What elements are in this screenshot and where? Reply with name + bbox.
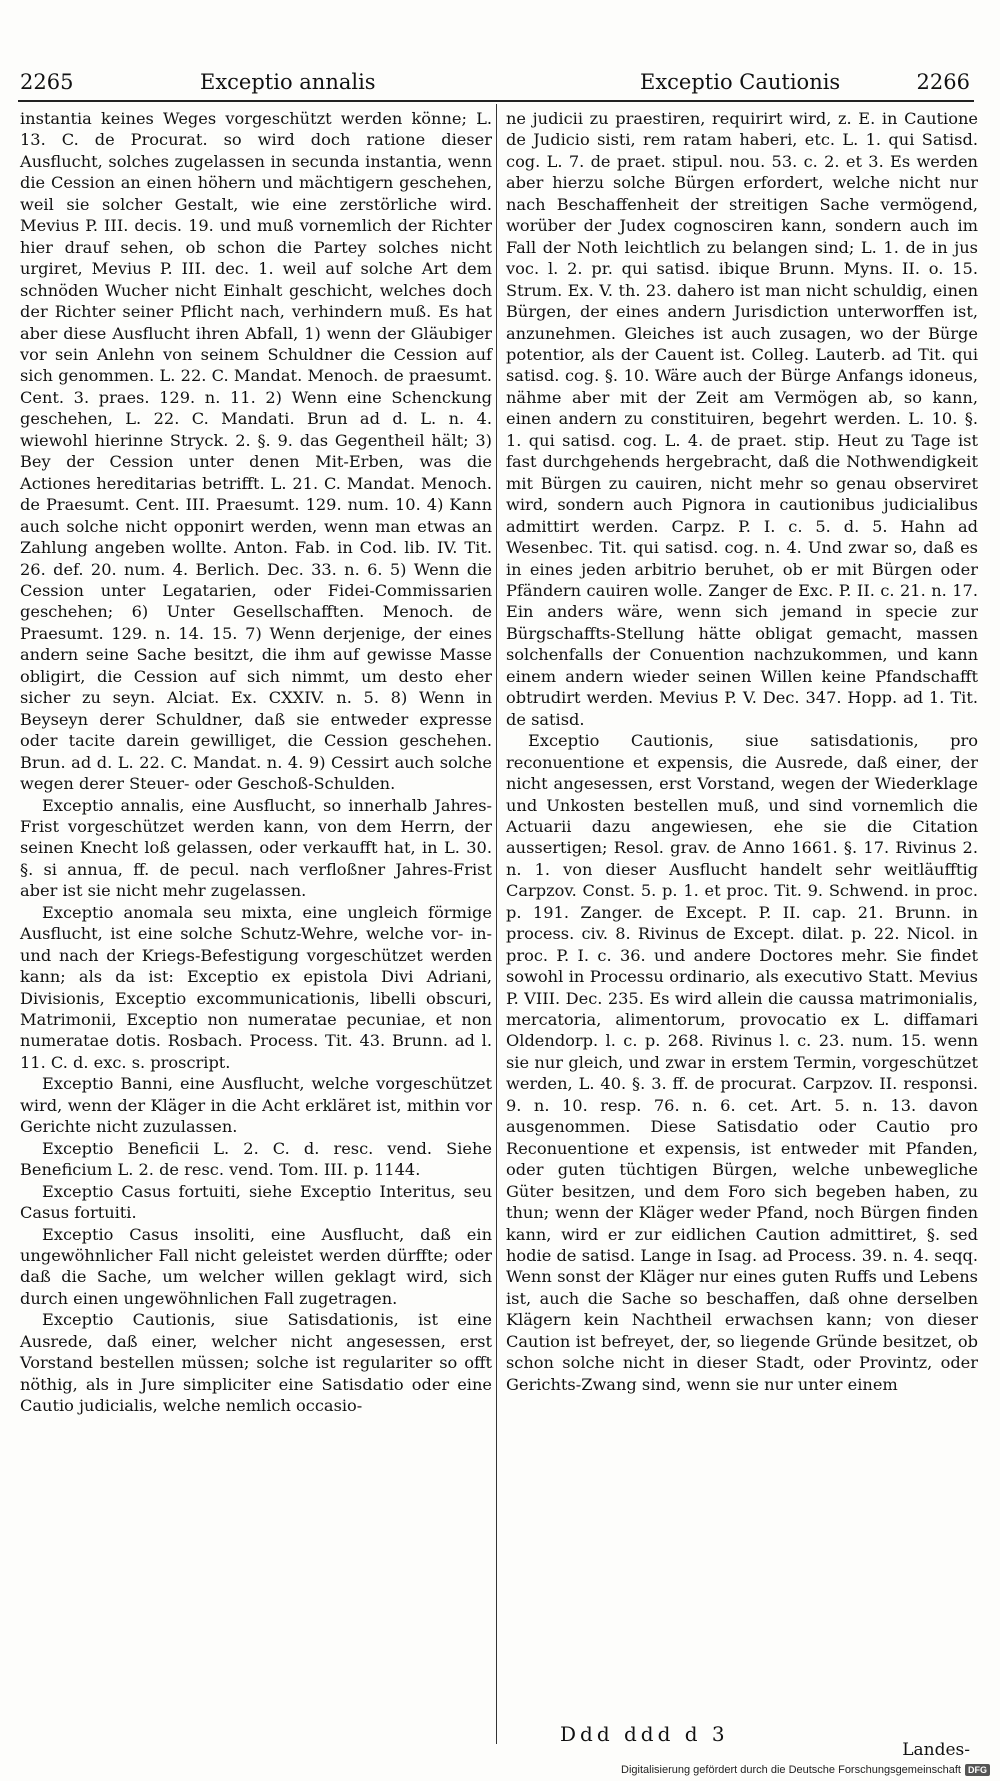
paragraph: Exceptio Cautionis, siue Satisdationis, ist eine Ausrede, daß einer, welcher nicht angesessen, erst Vorstand bestellen müssen; solche ist regulariter so offt nöthig, als in Jure simpliciter eine Satisdatio oder eine Cautio judicialis, welche nemlich occasio- bbox=[20, 1310, 492, 1416]
footer-text: Digitalisierung gefördert durch die Deutsche Forschungsgemeinschaft bbox=[621, 1764, 961, 1776]
digitization-footer bbox=[621, 1764, 990, 1776]
column-divider bbox=[496, 104, 497, 1744]
running-title-left: Exceptio annalis bbox=[200, 70, 376, 94]
left-column bbox=[20, 108, 492, 1417]
paragraph: Exceptio Banni, eine Ausflucht, welche vorgeschützet wird, wenn der Kläger in die Acht erkläret ist, mithin vor Gerichte nicht zuzulassen. bbox=[20, 1074, 492, 1137]
printer-signature: Ddd ddd d 3 bbox=[560, 1722, 729, 1746]
header-rule bbox=[18, 100, 974, 102]
dfg-logo: DFG bbox=[965, 1764, 990, 1776]
running-title-right: Exceptio Cautionis bbox=[640, 70, 841, 94]
paragraph: Exceptio Beneficii L. 2. C. d. resc. vend. Siehe Beneficium L. 2. de resc. vend. Tom. III. p. 1144. bbox=[20, 1138, 492, 1180]
catchword: Landes- bbox=[902, 1740, 970, 1760]
paragraph: Exceptio Casus fortuiti, siehe Exceptio Interitus, seu Casus fortuiti. bbox=[20, 1181, 492, 1223]
page-number-left: 2265 bbox=[20, 70, 74, 94]
paragraph: ne judicii zu praestiren, requirirt wird, z. E. in Cautione de Judicio sisti, rem ratam haberi, etc. L. 1. qui Satisd. cog. L. 7. de praet. stipul. nou. 53. c. 2. et 3. Es werden aber hierzu solche Bürgen erfordert, welche nicht nur nach Beschaffenheit der streitigen Sache vermögend, worüber der Judex cognosciren kann, sondern auch im Fall der Noth leichtlich zu belangen sind; L. 1. de in jus voc. l. 2. pr. qui satisd. ibique Brunn. Myns. II. o. 15. Strum. Ex. V. th. 23. dahero ist man nicht schuldig, einen Bürgen, der eines andern Jurisdiction unterworffen ist, anzunehmen. Gleiches ist auch zusagen, wo der Bürge potentior, als der Cauent ist. Colleg. Lauterb. ad Tit. qui satisd. cog. §. 10. Wäre auch der Bürge Anfangs idoneus, nähme aber mit der Zeit am Vermögen ab, so kann, einen andern zu constituiren, begehrt werden. L. 10. §. 1. qui satisd. cog. L. 4. de praet. stip. Heut zu Tage ist fast durchgehends hergebracht, daß die Nothwendigkeit mit Bürgen zu cauiren, nicht mehr so genau observiret wird, sondern auch Pignora in cautionibus judicialibus admittirt werden. Carpz. P. I. c. 5. d. 5. Hahn ad Wesenbec. Tit. qui satisd. cog. n. 4. Und zwar so, daß es in eines jeden arbitrio beruhet, ob er mit Bürgen oder Pfändern cauiren wolle. Zanger de Exc. P. II. c. 21. n. 17. Ein anders wäre, wenn sich jemand in specie zur Bürgschaffts-Stellung hätte obligat gemacht, massen solchenfalls der Conuention nachzukommen, und kann einem andern wieder seinen Willen keine Pfandschafft obtrudirt werden. Mevius P. V. Dec. 347. Hopp. ad 1. Tit. de satisd. bbox=[506, 109, 978, 729]
page-number-right: 2266 bbox=[916, 70, 970, 94]
paragraph: Exceptio Casus insoliti, eine Ausflucht, daß ein ungewöhnlicher Fall nicht geleistet werden dürffte; oder daß die Sache, um welcher willen geklagt wird, sich durch einen ungewöhnlichen Fall zugetragen. bbox=[20, 1224, 492, 1308]
paragraph: Exceptio anomala seu mixta, eine ungleich förmige Ausflucht, ist eine solche Schutz-Wehre, welche vor- in- und nach der Kriegs-Befestigung vorgeschützet werden kann; als da ist: Exceptio ex epistola Divi Adriani, Divisionis, Exceptio excommunicationis, libelli obscuri, Matrimonii, Exceptio non numeratae pecuniae, et non numeratae dotis. Rosbach. Process. Tit. 43. Brunn. ad l. 11. C. d. exc. s. proscript. bbox=[20, 902, 492, 1072]
paragraph: instantia keines Weges vorgeschützt werden könne; L. 13. C. de Procurat. so wird doch ratione dieser Ausflucht, solches zugelassen in secunda instantia, wenn die Cession an einen höhern und mächtigern geschehen, weil sie solcher Gestalt, wie eine zerstörliche wird. Mevius P. III. decis. 19. und muß vornemlich der Richter hier drauf sehen, ob schon die Partey solches nicht urgiret, Mevius P. III. dec. 1. weil auf solche Art dem schnöden Wucher nicht Einhalt geschicht, welches doch der Richter seiner Pflicht nach, verhindern muß. Es hat aber diese Ausflucht ihren Abfall, 1) wenn der Gläubiger vor sein Anlehn von seinem Schuldner die Cession auf sich genommen. L. 22. C. Mandat. Menoch. de praesumt. Cent. 3. praes. 129. n. 11. 2) Wenn eine Schenckung geschehen, L. 22. C. Mandati. Brun ad d. L. n. 4. wiewohl hierinne Stryck. 2. §. 9. das Gegentheil hält; 3) Bey der Cession unter denen Mit-Erben, was die Actiones hereditarias betrifft. L. 21. C. Mandat. Menoch. de Praesumt. Cent. III. Praesumt. 129. num. 10. 4) Kann auch solche nicht opponirt werden, wenn man etwas an Zahlung angeben wollte. Anton. Fab. in Cod. lib. IV. Tit. 26. def. 20. num. 4. Berlich. Dec. 33. n. 6. 5) Wenn die Cession unter Legatarien, oder Fidei-Commissarien geschehen; 6) Unter Gesellschafften. Menoch. de Praesumt. 129. n. 14. 15. 7) Wenn derjenige, der eines andern seine Sache besitzt, die ihm auf gewisse Masse obligirt, die Cession auf sich nimmt, um desto eher sicher zu seyn. Alciat. Ex. CXXIV. n. 5. 8) Wenn in Beyseyn derer Schuldner, daß sie entweder expresse oder tacite darein gewilliget, die Cession geschehen. Brun. ad d. L. 22. C. Mandat. n. 4. 9) Cessirt auch solche wegen derer Steuer- oder Geschoß-Schulden. bbox=[20, 109, 492, 794]
right-column bbox=[506, 108, 978, 1395]
paragraph: Exceptio annalis, eine Ausflucht, so innerhalb Jahres-Frist vorgeschützet werden kann, von dem Herrn, der seinen Knecht loß gelassen, oder verkaufft hat, in L. 30. §. si annua, ff. de pecul. nach verfloßner Jahres-Frist aber ist sie nicht mehr zugelassen. bbox=[20, 795, 492, 901]
paragraph: Exceptio Cautionis, siue satisdationis, pro reconuentione et expensis, die Ausrede, daß einer, der nicht angesessen, erst Vorstand, wegen der Wiederklage und Unkosten bestellen muß, und sind vornemlich die Actuarii dazu angewiesen, ehe sie die Citation aussertigen; Resol. grav. de Anno 1661. §. 17. Rivinus 2. n. 1. von dieser Ausflucht handelt sehr weitläufftig Carpzov. Const. 5. p. 1. et proc. Tit. 9. Schwend. in proc. p. 191. Zanger. de Except. P. II. cap. 21. Brunn. in process. civ. 8. Rivinus de Except. dilat. p. 22. Nicol. in proc. P. I. c. 36. und andere Doctores mehr. Sie findet sowohl in Processu ordinario, als executivo Statt. Mevius P. VIII. Dec. 235. Es wird allein die caussa matrimonialis, mercatoria, alimentorum, provocatio ex L. diffamari Oldendorp. l. c. p. 268. Rivinus l. c. 23. num. 15. wenn sie nur gleich, und zwar in erstem Termin, vorgeschützet werden, L. 40. §. 3. ff. de procurat. Carpzov. II. responsi. 9. n. 10. resp. 76. n. 6. cet. Art. 5. n. 13. davon ausgenommen. Diese Satisdatio oder Cautio pro Reconuentione et expensis, ist entweder mit Pfanden, oder guten tüchtigen Bürgen, welche unbewegliche Güter besitzen, und dem Foro sich begeben haben, zu thun; wenn der Kläger weder Pfand, noch Bürgen finden kann, wird er zur eidlichen Caution admittiret, §. sed hodie de satisd. Lange in Isag. ad Process. 39. n. 4. seqq. Wenn sonst der Kläger nur eines guten Ruffs und Lebens ist, auch die Sache so beschaffen, daß ohne derselben Klägern kein Nachtheil erwachsen kann; von dieser Caution ist befreyet, der, so liegende Gründe besitzet, ob schon solche nicht in dieser Stadt, oder Provintz, oder Gerichts-Zwang sind, wenn sie nur unter einem bbox=[506, 731, 978, 1394]
